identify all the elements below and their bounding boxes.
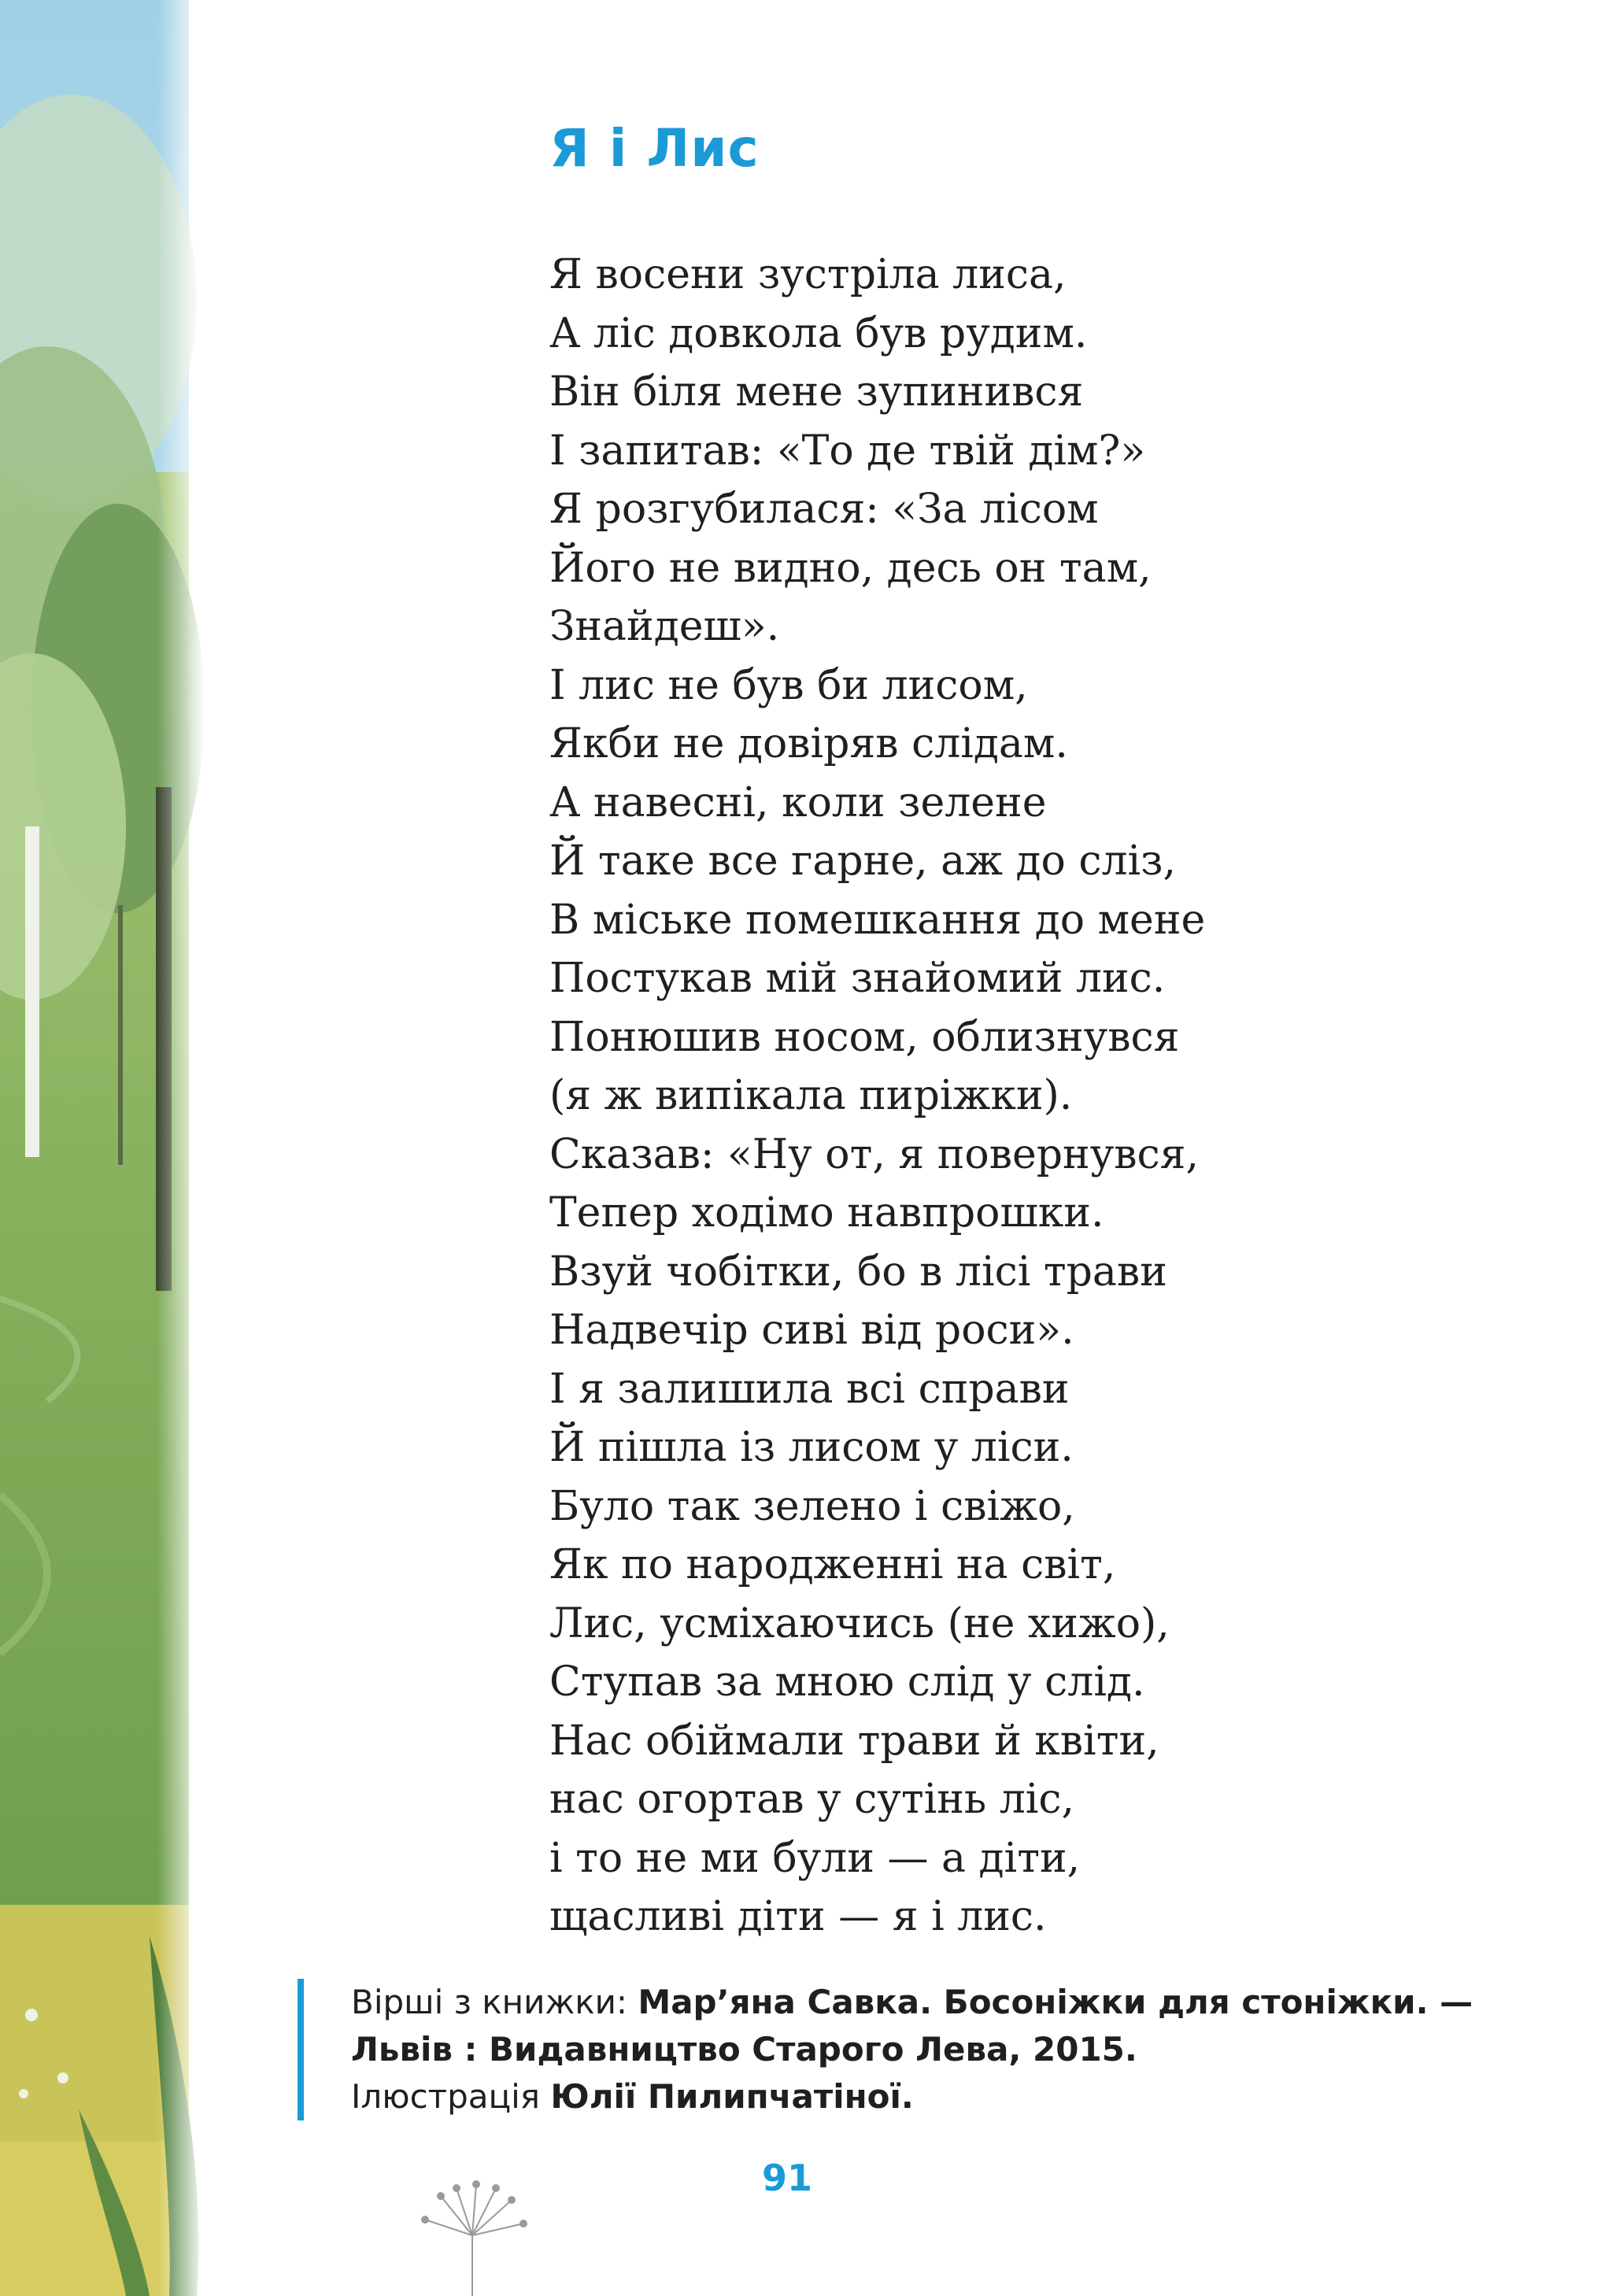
source-line-2 <box>351 2026 1473 2073</box>
poem-line: Я розгубилася: «За лісом <box>549 486 1099 533</box>
poem-line: Й таке все гарне, аж до сліз, <box>549 837 1177 885</box>
illustration-prefix: Ілюстрація <box>351 2077 551 2116</box>
poem-line: Сказав: «Ну от, я повернувся, <box>549 1130 1200 1178</box>
poem-line: Лис, усміхаючись (не хижо), <box>549 1599 1170 1647</box>
poem-line: Надвечір сиві від роси». <box>549 1307 1074 1354</box>
poem-line: Ступав за мною слід у слід. <box>549 1658 1145 1706</box>
page-number: 91 <box>761 2157 812 2199</box>
dandelion-drawing <box>378 2165 582 2296</box>
poem-line: Як по народженні на світ, <box>549 1541 1116 1588</box>
poem-line: Й пішла із лисом у ліси. <box>549 1424 1074 1471</box>
source-citation <box>298 1979 1473 2120</box>
poem-line: Його не видно, десь он там, <box>549 544 1152 592</box>
poem-line: В міське помешкання до мене <box>549 896 1206 944</box>
poem-line: Знайдеш». <box>549 603 780 650</box>
poem-line: І лис не був би лисом, <box>549 661 1028 709</box>
poem-line: Він біля мене зупинився <box>549 368 1084 416</box>
side-illustration <box>0 0 205 2296</box>
source-prefix: Вірші з книжки: <box>351 1983 638 2021</box>
publisher-reference: Львів : Видавництво Старого Лева, 2015. <box>351 2030 1137 2069</box>
book-reference: Мар’яна Савка. Босоніжки для стоніжки. — <box>638 1983 1473 2021</box>
poem-line: І запитав: «То де твій дім?» <box>549 427 1146 475</box>
source-line-3 <box>351 2073 1473 2120</box>
poem-line: А навесні, коли зелене <box>549 778 1047 826</box>
poem-line: А ліс довкола був рудим. <box>549 309 1088 357</box>
poem-line: Тепер ходімо навпрошки. <box>549 1189 1104 1237</box>
poem-text <box>549 246 1205 1947</box>
poem-line: Було так зелено і свіжо, <box>549 1482 1075 1530</box>
poem-title: Я і Лис <box>549 118 760 179</box>
poem-line: Понюшив носом, облизнувся <box>549 1013 1180 1061</box>
poem-line: Я восени зустріла лиса, <box>549 251 1067 298</box>
source-line-1 <box>351 1979 1473 2026</box>
poem-line: Нас обіймали трави й квіти, <box>549 1717 1159 1765</box>
poem-line: Взуй чобітки, бо в лісі трави <box>549 1248 1167 1296</box>
poem-line: Постукав мій знайомий лис. <box>549 955 1166 1002</box>
poem-line: (я ж випікала пиріжки). <box>549 1072 1073 1119</box>
illustrator-name: Юлії Пилипчатіної. <box>550 2077 914 2116</box>
poem-line: І я залишила всі справи <box>549 1365 1070 1413</box>
poem-line: і то не ми були — а діти, <box>549 1834 1081 1882</box>
poem-line: Якби не довіряв слідам. <box>549 720 1068 767</box>
poem-line: нас огортав у сутінь ліс, <box>549 1776 1075 1823</box>
poem-line: щасливі діти — я і лис. <box>549 1893 1047 1940</box>
